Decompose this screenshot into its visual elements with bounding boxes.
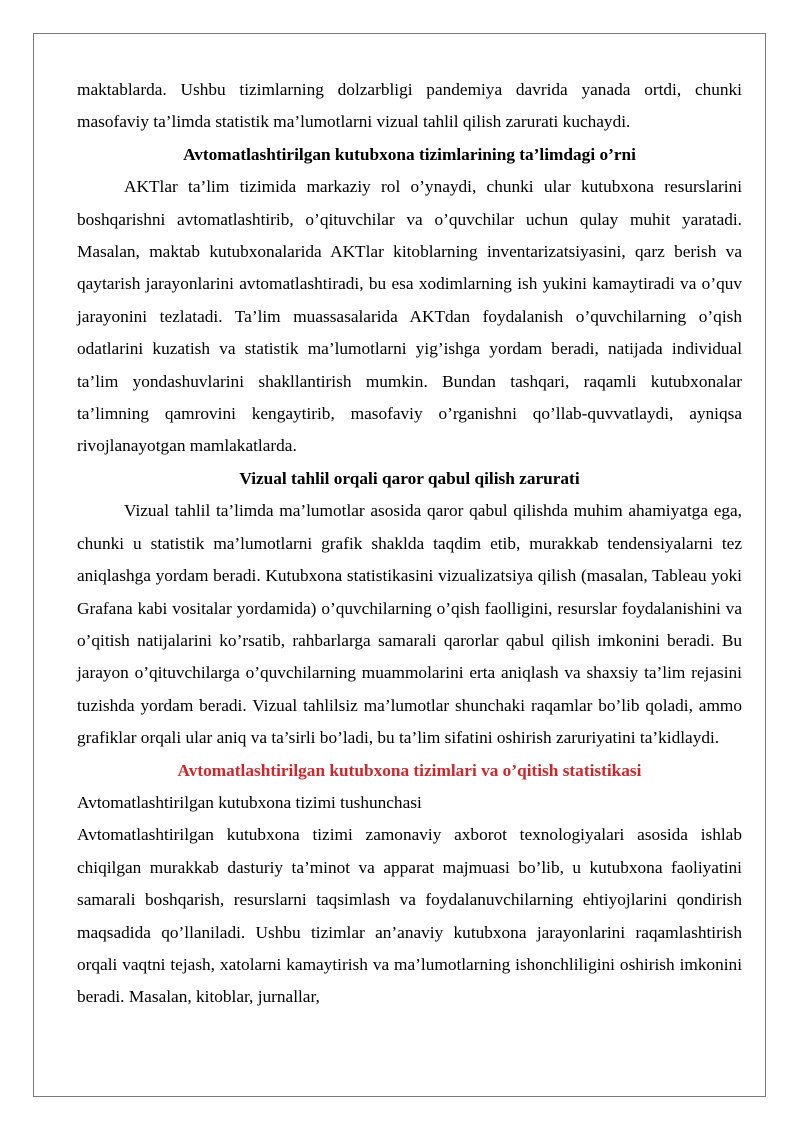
paragraph-system-definition: Avtomatlashtirilgan kutubxona tizimi zamonaviy axborot texnologiyalari asosida ishlab chiqilgan murakkab dasturiy ta’minot va apparat majmuasi bo’lib, u kutubxona faoliyatini samarali boshqarish, resurslarni taqsimlash va foydalanuvchilarning ehtiyojlarini qondirish maqsadida qo’llaniladi. Ushbu tizimlar an’anaviy kutubxona jarayonlarini raqamlashtirish orqali vaqtni tejash, xatolarni kamaytirish va ma’lumotlarning ishonchliligini oshirish imkonini beradi. Masalan, kitoblar, jurnallar, bbox=[77, 825, 742, 1007]
section-heading-library-systems-statistics: Avtomatlashtirilgan kutubxona tizimlari va o’qitish statistikasi bbox=[177, 760, 642, 780]
paragraph-ict-role: AKTlar ta’lim tizimida markaziy rol o’ynaydi, chunki ular kutubxona resurslarini boshqarishni avtomatlashtirib, o’qituvchilar va o’quvchilar uchun qulay muhit yaratadi. Masalan, maktab kutubxonalarida AKTlar kitoblarning inventarizatsiyasini, qarz berish va qaytarish jarayonlarini avtomatlashtiradi, bu esa xodimlarning ish yukini kamaytiradi va o’quv jarayonini tezlatadi. Ta’lim muassasalarida AKTdan foydalanish o’quvchilarning o’qish odatlarini kuzatish va statistik ma’lumotlarni yig’ishga yordam beradi, natijada individual ta’lim yondashuvlarini shakllantirish mumkin. Bundan tashqari, raqamli kutubxonalar ta’limning qamrovini kengaytirib, masofaviy o’rganishni qo’llab-quvvatlaydi, ayniqsa rivojlanayotgan mamlakatlarda. bbox=[77, 177, 742, 456]
paragraph-intro-continuation: maktablarda. Ushbu tizimlarning dolzarbligi pandemiya davrida yanada ortdi, chunki masofaviy ta’limda statistik ma’lumotlarni vizual tahlil qilish zarurati kuchaydi. bbox=[77, 80, 742, 132]
subheading-system-concept: Avtomatlashtirilgan kutubxona tizimi tushunchasi bbox=[77, 792, 422, 812]
section-heading-role-in-education: Avtomatlashtirilgan kutubxona tizimlarining ta’limdagi o’rni bbox=[183, 144, 636, 164]
paragraph-visual-analysis: Vizual tahlil ta’limda ma’lumotlar asosida qaror qabul qilishda muhim ahamiyatga ega, chunki u statistik ma’lumotlarni grafik shaklda taqdim etib, murakkab tendensiyalarni tez aniqlashga yordam beradi. Kutubxona statistikasini vizualizatsiya qilish (masalan, Tableau yoki Grafana kabi vositalar yordamida) o’quvchilarning o’qish faolligini, resurslar foydalanishini va o’qitish natijalarini ko’rsatib, rahbarlarga samarali qarorlar qabul qilish imkonini beradi. Bu jarayon o’qituvchilarga o’quvchilarning muammolarini erta aniqlash va shaxsiy ta’lim rejasini tuzishda yordam beradi. Vizual tahlilsiz ma’lumotlar shunchaki raqamlar bo’lib qoladi, ammo grafiklar orqali ular aniq va ta’sirli bo’ladi, bu ta’lim sifatini oshirish zaruriyatini ta’kidlaydi. bbox=[77, 501, 742, 748]
document-body bbox=[77, 74, 742, 1014]
section-heading-visual-analysis: Vizual tahlil orqali qaror qabul qilish zarurati bbox=[239, 468, 580, 488]
